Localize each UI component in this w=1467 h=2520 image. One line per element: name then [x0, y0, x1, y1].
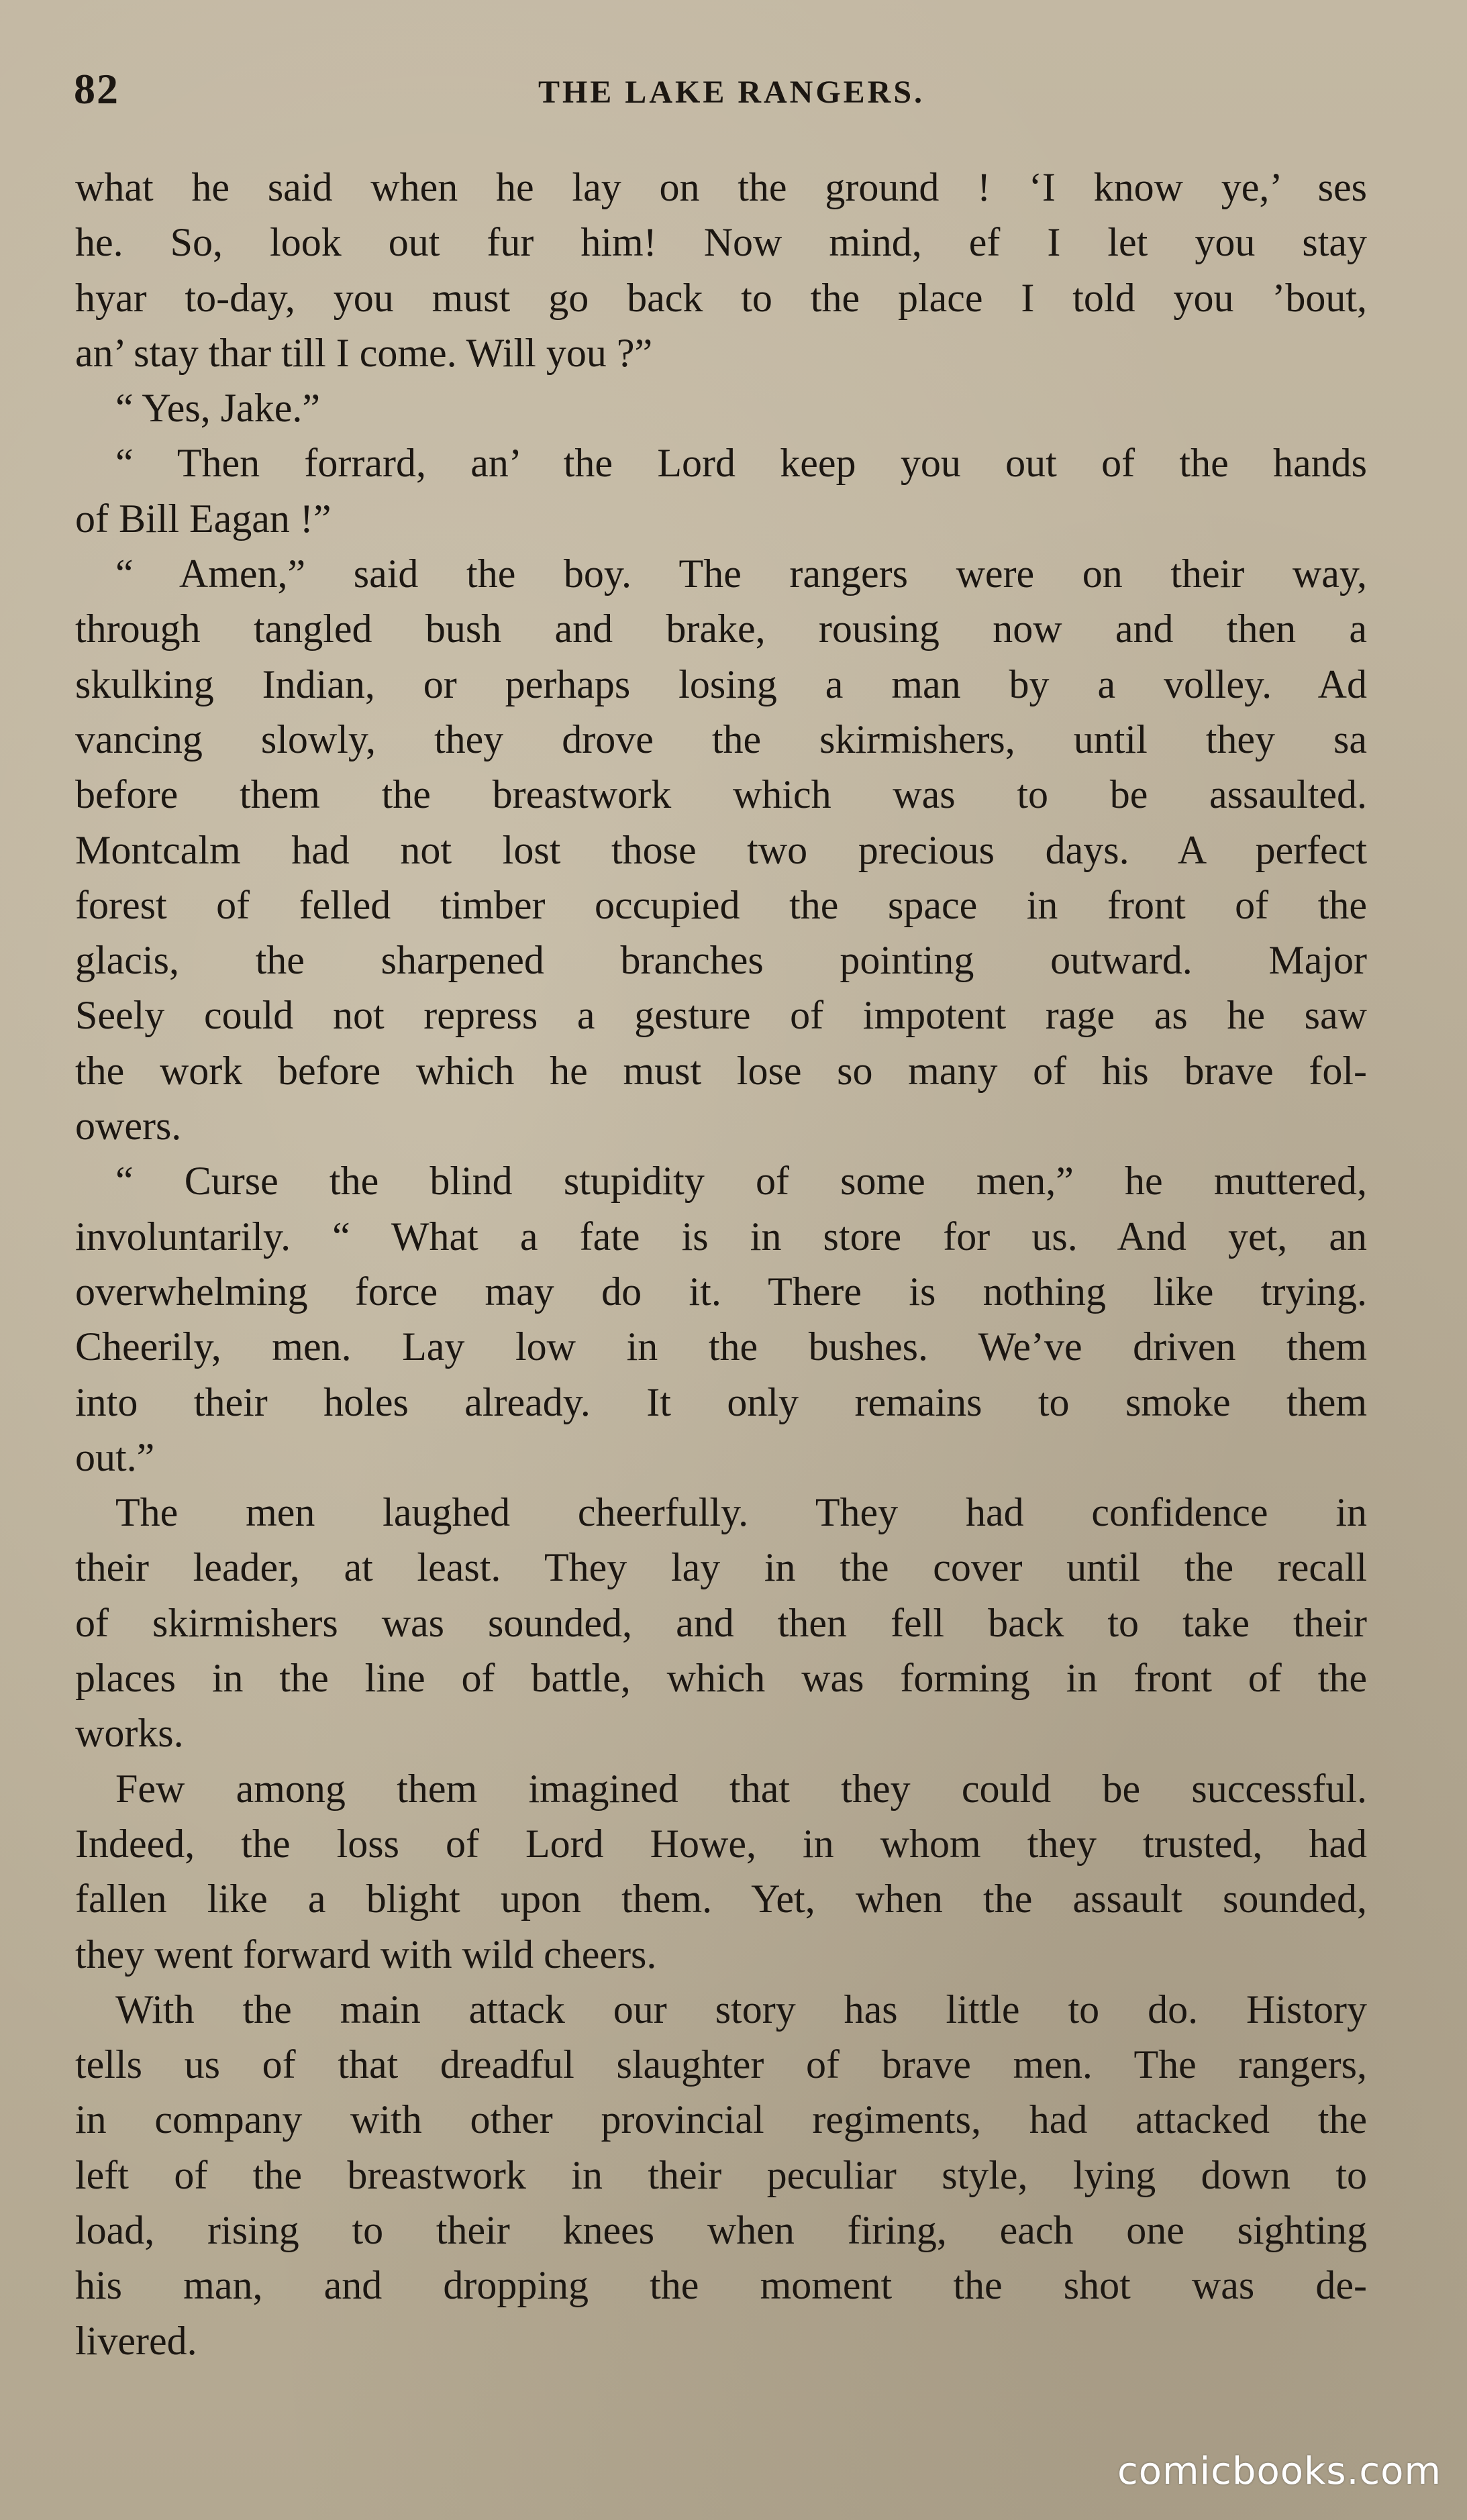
page-number: 82: [74, 65, 119, 113]
text-line: livered.: [75, 2318, 197, 2363]
text-line: out.”: [75, 1434, 155, 1479]
text-line: “ Amen,” said the boy. The rangers were on their way,: [115, 552, 1367, 596]
text-line: forest of felled timber occupied the space in front of the: [75, 882, 1367, 927]
text-line: of Bill Eagan !”: [75, 496, 332, 541]
text-line: before them the breastwork which was to be assaulted.: [75, 772, 1367, 817]
text-line: of skirmishers was sounded, and then fell back to take their: [75, 1600, 1367, 1645]
text-line: left of the breastwork in their peculiar style, lying down to: [75, 2152, 1367, 2197]
text-line: “ Curse the blind stupidity of some men,” he muttered,: [115, 1159, 1367, 1204]
running-head: THE LAKE RANGERS.: [538, 74, 925, 110]
text-line: glacis, the sharpened branches pointing outward. Major: [75, 938, 1367, 983]
text-line: through tangled bush and brake, rousing now and then a: [75, 607, 1367, 651]
text-line: owers.: [75, 1104, 182, 1149]
text-line: he. So, look out fur him! Now mind, ef I let you stay: [75, 220, 1367, 265]
text-line: “ Yes, Jake.”: [115, 386, 320, 431]
text-line: an’ stay thar till I come. Will you ?”: [75, 330, 653, 375]
text-line: Cheerily, men. Lay low in the bushes. We’ve driven them: [75, 1324, 1367, 1369]
text-line: places in the line of battle, which was forming in front of the: [75, 1656, 1367, 1701]
text-line: Indeed, the loss of Lord Howe, in whom they trusted, had: [75, 1821, 1367, 1866]
text-line: tells us of that dreadful slaughter of brave men. The rangers,: [75, 2042, 1367, 2087]
text-line: vancing slowly, they drove the skirmishers, until they sa: [75, 717, 1367, 762]
text-line: into their holes already. It only remains to smoke them: [75, 1379, 1367, 1424]
text-line: in company with other provincial regiments, had attacked the: [75, 2097, 1367, 2142]
text-line: Few among them imagined that they could be successful.: [115, 1766, 1367, 1811]
text-line: fallen like a blight upon them. Yet, when the assault sounded,: [75, 1877, 1367, 1922]
body-text: [75, 160, 1367, 2368]
text-line: overwhelming force may do it. There is nothing like trying.: [75, 1269, 1367, 1314]
text-line: With the main attack our story has little to do. History: [115, 1987, 1367, 2032]
text-line: Montcalm had not lost those two precious days. A perfect: [75, 827, 1367, 872]
text-line: they went forward with wild cheers.: [75, 1932, 657, 1977]
text-line: “ Then forrard, an’ the Lord keep you out of the hands: [115, 441, 1367, 486]
text-line: what he said when he lay on the ground ! ‘I know ye,’ ses: [75, 165, 1367, 209]
text-line: The men laughed cheerfully. They had confidence in: [115, 1490, 1367, 1535]
text-line: his man, and dropping the moment the shot was de-: [75, 2263, 1367, 2308]
text-line: their leader, at least. They lay in the cover until the recall: [75, 1545, 1367, 1590]
text-line: hyar to-day, you must go back to the place I told you ’bout,: [75, 275, 1367, 320]
page-header: [74, 64, 1389, 125]
text-line: skulking Indian, or perhaps losing a man by a volley. Ad: [75, 662, 1367, 706]
text-line: the work before which he must lose so many of his brave fol-: [75, 1048, 1367, 1093]
text-line: involuntarily. “ What a fate is in store for us. And yet, an: [75, 1214, 1367, 1259]
watermark: comicbooks.com: [1117, 2450, 1441, 2493]
text-line: works.: [75, 1711, 184, 1756]
text-line: Seely could not repress a gesture of impotent rage as he saw: [75, 993, 1367, 1038]
text-line: load, rising to their knees when firing, each one sighting: [75, 2207, 1367, 2252]
